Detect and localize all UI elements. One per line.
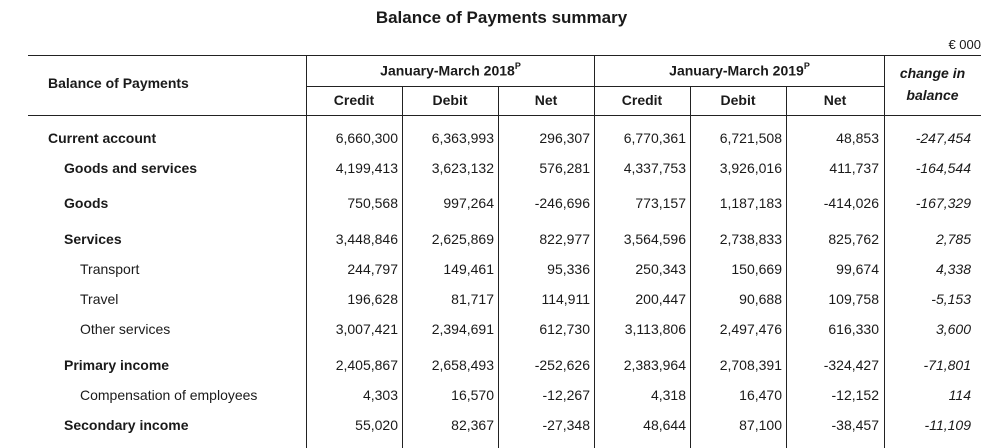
row-header: Balance of Payments [48,75,189,91]
currency-unit: € 000 [948,37,981,52]
table-cell: 3,113,806 [624,321,686,337]
table-cell: 576,281 [539,160,590,176]
row-label: Travel [80,291,119,307]
period-label: January-March 2019 [669,62,804,79]
change-header-line: balance [906,87,959,103]
change-in-balance-cell: 2,785 [935,231,971,247]
change-in-balance-cell: -167,329 [915,195,971,211]
table-cell: 99,674 [836,261,879,277]
table-row [0,417,1003,441]
change-in-balance-cell: 3,600 [935,321,971,337]
table-cell: 4,337,753 [623,160,686,176]
provisional-mark: P [514,61,521,71]
col-header-net-2019: Net [823,92,847,108]
table-cell: 6,660,300 [335,130,398,146]
provisional-mark: P [803,61,810,71]
table-cell: 6,770,361 [623,130,686,146]
table-cell: -12,267 [542,387,590,403]
table-cell: 2,625,869 [431,231,494,247]
table-cell: 90,688 [739,291,782,307]
table-cell: 114,911 [541,291,590,307]
col-header-net-2018: Net [534,92,558,108]
col-header-debit-2018: Debit [432,92,468,108]
table-cell: 2,383,964 [623,357,686,373]
table-cell: 822,977 [539,231,590,247]
table-cell: 411,737 [829,160,879,176]
table-cell: 109,758 [828,291,879,307]
table-cell: -324,427 [823,357,879,373]
table-cell: -12,152 [831,387,879,403]
change-in-balance-cell: -164,544 [915,160,971,176]
table-cell: 48,644 [643,417,686,433]
table-row [0,160,1003,184]
table-cell: -414,026 [823,195,879,211]
table-cell: 82,367 [451,417,494,433]
table-cell: 616,330 [828,321,879,337]
table-cell: 87,100 [739,417,782,433]
change-in-balance-header [884,62,981,106]
table-cell: 1,187,183 [719,195,782,211]
table-cell: 2,708,391 [719,357,782,373]
period-underline [594,86,885,87]
row-label: Primary income [64,357,170,373]
table-cell: -38,457 [831,417,879,433]
table-cell: 3,448,846 [335,231,398,247]
table-cell: 825,762 [828,231,879,247]
table-cell: 612,730 [539,321,590,337]
table-cell: 3,926,016 [719,160,782,176]
table-row [0,261,1003,285]
row-label: Goods and services [64,160,198,176]
table-cell: 95,336 [547,261,590,277]
row-label: Transport [80,261,140,277]
table-cell: 2,497,476 [719,321,782,337]
row-label: Services [64,231,122,247]
table-cell: -252,626 [534,357,590,373]
period-header-2018 [306,62,595,79]
period-label: January-March 2018 [380,62,515,79]
table-cell: 3,623,132 [431,160,494,176]
table-cell: 81,717 [451,291,494,307]
table-cell: 6,363,993 [431,130,494,146]
table-cell: 250,343 [635,261,686,277]
table-header-rule [28,115,981,116]
table-cell: 4,199,413 [335,160,398,176]
period-underline [306,86,595,87]
table-cell: 149,461 [443,261,494,277]
table-cell: 4,303 [362,387,398,403]
table-cell: 196,628 [347,291,398,307]
table-cell: 2,394,691 [431,321,494,337]
row-label: Other services [80,321,171,337]
table-row [0,321,1003,345]
table-row [0,387,1003,411]
table-cell: 48,853 [836,130,879,146]
col-header-credit-2019: Credit [621,92,663,108]
change-in-balance-cell: -71,801 [923,357,971,373]
table-top-rule [28,55,981,56]
table-cell: 773,157 [635,195,686,211]
table-cell: 997,264 [443,195,494,211]
table-row [0,357,1003,381]
page-title: Balance of Payments summary [375,8,628,27]
table-cell: 16,470 [739,387,782,403]
table-cell: 296,307 [539,130,590,146]
change-in-balance-cell: 114 [948,387,971,403]
table-cell: -246,696 [534,195,590,211]
col-header-credit-2018: Credit [333,92,375,108]
table-cell: 3,564,596 [623,231,686,247]
period-header-2019 [594,62,885,79]
row-label: Secondary income [64,417,189,433]
table-row [0,130,1003,154]
table-cell: 200,447 [635,291,686,307]
table-cell: 244,797 [347,261,398,277]
table-cell: 4,318 [650,387,686,403]
table-cell: 6,721,508 [719,130,782,146]
change-in-balance-cell: -11,109 [924,417,971,433]
row-label: Current account [48,130,157,146]
table-cell: 55,020 [355,417,398,433]
table-row [0,231,1003,255]
table-cell: 750,568 [347,195,398,211]
table-cell: 2,658,493 [431,357,494,373]
table-row [0,291,1003,315]
table-cell: 3,007,421 [335,321,398,337]
table-cell: -27,348 [542,417,590,433]
change-in-balance-cell: 4,338 [935,261,971,277]
table-cell: 150,669 [731,261,782,277]
change-header-line: change in [899,65,966,81]
change-in-balance-cell: -5,153 [931,291,971,307]
table-cell: 2,405,867 [335,357,398,373]
row-label: Compensation of employees [80,387,258,403]
table-cell: 16,570 [451,387,494,403]
col-header-debit-2019: Debit [720,92,756,108]
table-row [0,195,1003,219]
row-label: Goods [64,195,109,211]
change-in-balance-cell: -247,454 [915,130,971,146]
table-cell: 2,738,833 [719,231,782,247]
